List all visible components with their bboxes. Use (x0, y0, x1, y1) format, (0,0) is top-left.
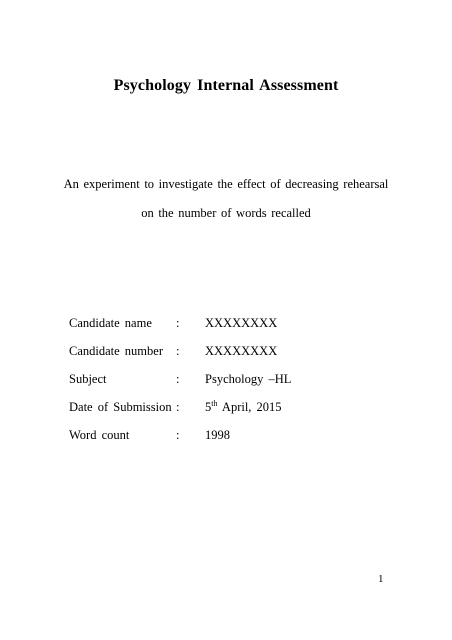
date-ordinal-suffix: th (211, 399, 218, 408)
detail-row-subject (69, 372, 399, 400)
detail-row-word-count (69, 428, 399, 456)
detail-colon: : (176, 400, 180, 414)
detail-value: XXXXXXXX (205, 344, 278, 358)
detail-value: 1998 (205, 428, 230, 442)
detail-label: Candidate number (69, 344, 163, 358)
document-title: Psychology Internal Assessment (113, 77, 339, 94)
experiment-description-line-2: on the number of words recalled (141, 206, 311, 220)
detail-row-date-of-submission (69, 400, 399, 428)
date-month-year: April, 2015 (217, 400, 282, 414)
detail-colon: : (176, 372, 180, 386)
experiment-description-line-1: An experiment to investigate the effect of decreasing rehearsal (63, 177, 389, 191)
detail-row-candidate-number (69, 344, 399, 372)
detail-colon: : (176, 344, 180, 358)
detail-colon: : (176, 428, 180, 442)
detail-label: Word count (69, 428, 130, 442)
candidate-details (69, 316, 399, 456)
detail-row-candidate-name (69, 316, 399, 344)
detail-label: Subject (69, 372, 107, 386)
detail-colon: : (176, 316, 180, 330)
detail-label: Date of Submission (69, 400, 172, 414)
page-number: 1 (378, 573, 384, 585)
detail-value: Psychology –HL (205, 372, 292, 386)
date-day: 5 (205, 400, 212, 414)
detail-value: XXXXXXXX (205, 316, 278, 330)
detail-value (205, 400, 282, 415)
detail-label: Candidate name (69, 316, 152, 330)
